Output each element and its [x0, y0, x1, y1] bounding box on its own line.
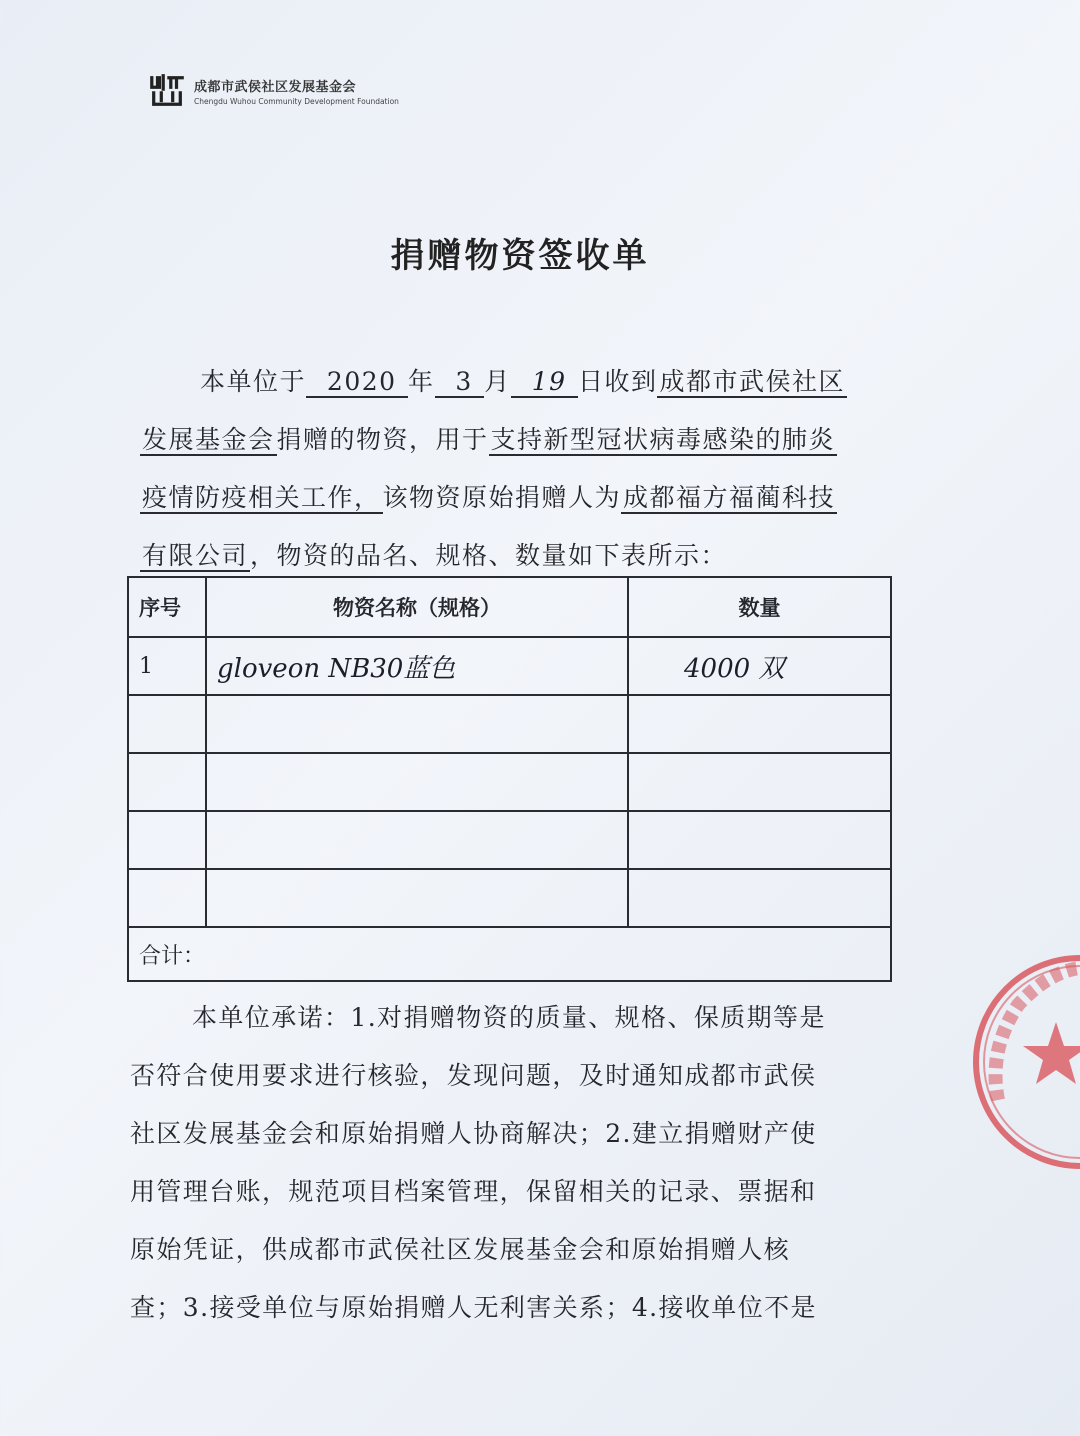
total-label: 合计： [128, 927, 891, 981]
day-field: 19 [511, 367, 578, 398]
page-title: 捐赠物资签收单 [390, 236, 650, 276]
intro-line-1: 本单位于 2020 年 3 月 19 日收到成都市武侯社区 [200, 367, 845, 396]
items-table [127, 576, 892, 982]
table-row [128, 811, 891, 869]
promise-line: 否符合使用要求进行核验，发现问题，及时通知成都市武侯 [130, 1061, 817, 1090]
recipient-org: 成都市武侯社区 [659, 367, 845, 396]
row-item-name: gloveon NB30蓝色 [206, 637, 628, 695]
org-name-cn: 成都市武侯社区发展基金会 [194, 80, 357, 95]
foundation-logo-icon [148, 72, 186, 110]
intro-line-3: 疫情防疫相关工作，该物资原始捐赠人为成都福方福蔺科技 [142, 483, 836, 512]
promise-line: 本单位承诺：1.对捐赠物资的质量、规格、保质期等是 [192, 1003, 826, 1032]
intro-line-2: 发展基金会捐赠的物资，用于支持新型冠状病毒感染的肺炎 [142, 425, 836, 454]
table-row [128, 637, 891, 695]
promise-line: 用管理台账，规范项目档案管理，保留相关的记录、票据和 [130, 1177, 817, 1206]
col-header-name: 物资名称（规格） [206, 577, 628, 637]
table-row [128, 695, 891, 753]
promise-line: 原始凭证，供成都市武侯社区发展基金会和原始捐赠人核 [130, 1235, 791, 1264]
row-quantity: 4000 双 [628, 637, 891, 695]
donor-field: 成都福方福蔺科技 [623, 483, 836, 512]
col-header-no: 序号 [128, 577, 206, 637]
total-row [128, 927, 891, 981]
promise-line: 查；3.接受单位与原始捐赠人无利害关系；4.接收单位不是 [130, 1293, 817, 1322]
table-row [128, 753, 891, 811]
promise-line: 社区发展基金会和原始捐赠人协商解决；2.建立捐赠财产使 [130, 1119, 817, 1148]
table-header-row [128, 577, 891, 637]
purpose-field: 支持新型冠状病毒感染的肺炎 [490, 425, 836, 454]
table-row [128, 869, 891, 927]
month-field: 3 [435, 367, 485, 398]
org-name-en: Chengdu Wuhou Community Development Foundation [194, 97, 399, 106]
row-no: 1 [128, 637, 206, 695]
col-header-qty: 数量 [628, 577, 891, 637]
intro-line-4: 有限公司，物资的品名、规格、数量如下表所示： [142, 541, 728, 570]
red-seal-stamp [968, 950, 1080, 1210]
document-header [148, 72, 399, 110]
year-field: 2020 [306, 367, 408, 398]
